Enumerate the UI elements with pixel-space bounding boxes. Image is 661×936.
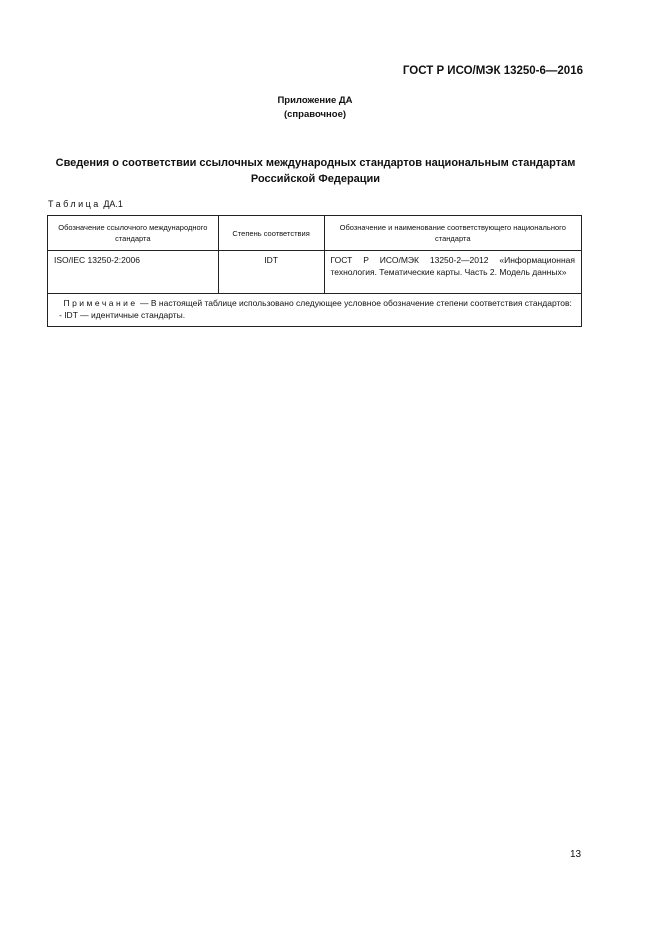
- appendix-title: Приложение ДА: [277, 95, 353, 106]
- table-note-row: [48, 294, 582, 327]
- cell-international-standard: ISO/IEC 13250-2:2006: [48, 251, 219, 294]
- appendix-heading: [0, 94, 630, 122]
- table-caption-word: Таблица: [48, 199, 101, 209]
- appendix-subtitle: (справочное): [283, 109, 347, 120]
- note-paragraph: [54, 298, 575, 310]
- cell-degree: IDT: [218, 251, 324, 294]
- conformity-table: [47, 215, 582, 327]
- cell-national-standard: ГОСТ Р ИСО/МЭК 13250-2—2012 «Информационная технология. Тематические карты. Часть 2. Модель данных»: [324, 251, 582, 294]
- section-title: [48, 155, 583, 187]
- note-text: — В настоящей таблице использовано следующее условное обозначение степени соответствия стандартов:: [140, 298, 572, 308]
- header-degree-of-conformity: Степень соответствия: [218, 216, 324, 251]
- header-international-standard: Обозначение ссылочного международного стандарта: [48, 216, 219, 251]
- table-caption-number: ДА.1: [103, 199, 123, 209]
- table-header-row: [48, 216, 582, 251]
- table-row: [48, 251, 582, 294]
- section-title-line-1: Сведения о соответствии ссылочных международных стандартов национальным стандартам: [55, 157, 576, 169]
- table-note: [48, 294, 582, 327]
- document-code-header: ГОСТ Р ИСО/МЭК 13250-6—2016: [402, 65, 583, 77]
- page-number: 13: [570, 849, 582, 860]
- header-national-standard: Обозначение и наименование соответствующего национального стандарта: [324, 216, 582, 251]
- table-caption: [48, 199, 123, 209]
- note-list-item: - IDT — идентичные стандарты.: [59, 309, 186, 320]
- section-title-line-2: Российской Федерации: [250, 173, 381, 185]
- note-label: Примечание: [63, 298, 138, 308]
